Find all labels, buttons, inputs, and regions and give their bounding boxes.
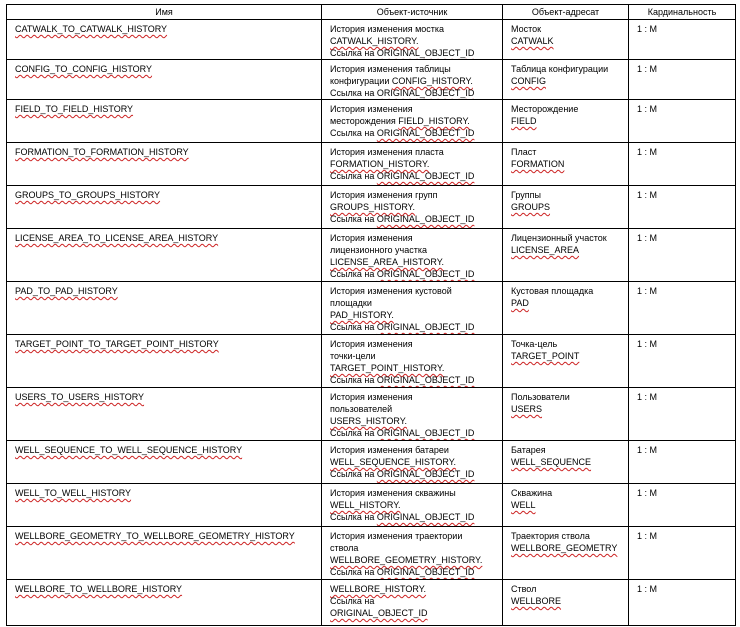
target-label: Траектория ствола [511, 531, 590, 541]
cardinality-cell [629, 580, 736, 626]
source-line: История изменения групп [330, 190, 438, 200]
source-object-cell [322, 229, 503, 282]
target-table-name: PAD [511, 298, 529, 308]
relation-name: WELLBORE_TO_WELLBORE_HISTORY [15, 584, 183, 594]
source-line: Ссылка на [330, 596, 375, 606]
source-line: GROUPS_HISTORY. [330, 202, 416, 212]
source-line: Ссылка на ORIGINAL_OBJECT_ID [330, 375, 475, 385]
source-line: USERS_HISTORY. [330, 416, 408, 426]
source-line: Ссылка на ORIGINAL_OBJECT_ID [330, 512, 475, 522]
relation-name-cell [7, 100, 322, 143]
relation-name-cell [7, 60, 322, 100]
relation-name: CONFIG_TO_CONFIG_HISTORY [15, 64, 153, 74]
source-line: История изменения [330, 104, 413, 114]
target-object-cell [503, 229, 629, 282]
table-row [7, 229, 736, 282]
source-object-cell [322, 335, 503, 388]
source-line: История изменения траектории [330, 531, 463, 541]
cardinality-cell [629, 527, 736, 580]
table-row [7, 335, 736, 388]
source-object-cell [322, 580, 503, 626]
source-object-cell [322, 100, 503, 143]
source-line: ствола [330, 543, 359, 553]
target-object-cell [503, 20, 629, 60]
source-line: месторождения FIELD_HISTORY. [330, 116, 470, 126]
relation-name-cell [7, 20, 322, 60]
cardinality-value: 1 : M [637, 233, 658, 243]
cardinality-value: 1 : M [637, 339, 658, 349]
target-object-cell [503, 441, 629, 484]
target-table-name: CATWALK [511, 36, 554, 46]
cardinality-value: 1 : M [637, 190, 658, 200]
relation-name-cell [7, 527, 322, 580]
table-row [7, 484, 736, 527]
cardinality-value: 1 : M [637, 64, 658, 74]
cardinality-value: 1 : M [637, 392, 658, 402]
source-object-cell [322, 186, 503, 229]
target-table-name: TARGET_POINT [511, 351, 580, 361]
relation-name-cell [7, 441, 322, 484]
source-line: FORMATION_HISTORY. [330, 159, 430, 169]
table-row [7, 282, 736, 335]
target-object-cell [503, 60, 629, 100]
source-line: История изменения батареи [330, 445, 449, 455]
source-object-cell [322, 527, 503, 580]
target-table-name: CONFIG [511, 76, 546, 86]
target-table-name: GROUPS [511, 202, 551, 212]
target-table-name: USERS [511, 404, 543, 414]
target-label: Кустовая площадка [511, 286, 594, 296]
relation-name: TARGET_POINT_TO_TARGET_POINT_HISTORY [15, 339, 219, 349]
target-label: Таблица конфигурации [511, 64, 609, 74]
source-line: WELLBORE_GEOMETRY_HISTORY. [330, 555, 483, 565]
source-object-cell [322, 441, 503, 484]
cardinality-cell [629, 60, 736, 100]
source-line: Ссылка на ORIGINAL_OBJECT_ID [330, 469, 475, 479]
table-row [7, 186, 736, 229]
source-line: лицензионного участка [330, 245, 427, 255]
relation-name: CATWALK_TO_CATWALK_HISTORY [15, 24, 168, 34]
source-line: Ссылка на ORIGINAL_OBJECT_ID [330, 128, 475, 138]
relation-name: WELL_SEQUENCE_TO_WELL_SEQUENCE_HISTORY [15, 445, 243, 455]
target-label: Пользователи [511, 392, 570, 402]
cardinality-cell [629, 484, 736, 527]
relation-name: WELLBORE_GEOMETRY_TO_WELLBORE_GEOMETRY_HISTORY [15, 531, 295, 541]
source-object-cell [322, 60, 503, 100]
source-line: Ссылка на ORIGINAL_OBJECT_ID [330, 322, 475, 332]
cardinality-cell [629, 441, 736, 484]
source-line: WELLBORE_HISTORY. [330, 584, 427, 594]
source-line: Ссылка на ORIGINAL_OBJECT_ID [330, 428, 475, 438]
source-line: Ссылка на ORIGINAL_OBJECT_ID [330, 214, 475, 224]
target-label: Батарея [511, 445, 546, 455]
cardinality-value: 1 : M [637, 584, 658, 594]
header-target: Объект-адресат [503, 5, 629, 20]
source-line: WELL_SEQUENCE_HISTORY. [330, 457, 457, 467]
relation-name-cell [7, 335, 322, 388]
target-label: Месторождение [511, 104, 579, 114]
source-line: PAD_HISTORY. [330, 310, 394, 320]
source-line: Ссылка на ORIGINAL_OBJECT_ID [330, 269, 475, 279]
table-row [7, 388, 736, 441]
target-table-name: FIELD [511, 116, 537, 126]
relation-name: FIELD_TO_FIELD_HISTORY [15, 104, 134, 114]
source-line: История изменения таблицы [330, 64, 451, 74]
source-object-cell [322, 143, 503, 186]
target-label: Ствол [511, 584, 537, 594]
cardinality-cell [629, 20, 736, 60]
cardinality-cell [629, 100, 736, 143]
relation-name-cell [7, 388, 322, 441]
target-object-cell [503, 484, 629, 527]
relation-name: GROUPS_TO_GROUPS_HISTORY [15, 190, 161, 200]
target-table-name: WELL [511, 500, 536, 510]
target-table-name: WELL_SEQUENCE [511, 457, 592, 467]
source-line: История изменения [330, 392, 413, 402]
cardinality-value: 1 : M [637, 531, 658, 541]
source-line: пользователей [330, 404, 393, 414]
cardinality-cell [629, 335, 736, 388]
cardinality-value: 1 : M [637, 488, 658, 498]
table-row [7, 143, 736, 186]
cardinality-cell [629, 229, 736, 282]
target-table-name: FORMATION [511, 159, 565, 169]
source-object-cell [322, 282, 503, 335]
target-table-name: LICENSE_AREA [511, 245, 580, 255]
target-table-name: WELLBORE_GEOMETRY [511, 543, 618, 553]
table-row [7, 100, 736, 143]
source-line: Ссылка на ORIGINAL_OBJECT_ID [330, 567, 475, 577]
target-object-cell [503, 100, 629, 143]
target-object-cell [503, 527, 629, 580]
target-label: Группы [511, 190, 541, 200]
source-object-cell [322, 388, 503, 441]
cardinality-value: 1 : M [637, 286, 658, 296]
source-line: площадки [330, 298, 372, 308]
cardinality-value: 1 : M [637, 445, 658, 455]
source-line: История изменения [330, 339, 413, 349]
target-table-name: WELLBORE [511, 596, 562, 606]
target-label: Мосток [511, 24, 542, 34]
cardinality-cell [629, 186, 736, 229]
target-label: Лицензионный участок [511, 233, 607, 243]
relation-name-cell [7, 143, 322, 186]
target-object-cell [503, 388, 629, 441]
source-line: CATWALK_HISTORY. [330, 36, 419, 46]
relation-name: USERS_TO_USERS_HISTORY [15, 392, 145, 402]
cardinality-cell [629, 282, 736, 335]
source-line: ORIGINAL_OBJECT_ID [330, 608, 428, 618]
target-label: Точка-цель [511, 339, 558, 349]
target-object-cell [503, 580, 629, 626]
cardinality-value: 1 : M [637, 24, 658, 34]
relation-name: PAD_TO_PAD_HISTORY [15, 286, 118, 296]
header-source: Объект-источник [322, 5, 503, 20]
table-row [7, 580, 736, 626]
relationship-table [6, 4, 736, 626]
table-row [7, 60, 736, 100]
target-object-cell [503, 186, 629, 229]
target-object-cell [503, 335, 629, 388]
table-row [7, 527, 736, 580]
source-line: точки-цели [330, 351, 376, 361]
header-row [7, 5, 736, 20]
source-line: конфигурации CONFIG_HISTORY. [330, 76, 473, 86]
relation-name-cell [7, 186, 322, 229]
source-line: LICENSE_AREA_HISTORY. [330, 257, 445, 267]
source-line: WELL_HISTORY. [330, 500, 401, 510]
header-cardinality: Кардинальность [629, 5, 736, 20]
relation-name: FORMATION_TO_FORMATION_HISTORY [15, 147, 189, 157]
relation-name: WELL_TO_WELL_HISTORY [15, 488, 132, 498]
relation-name-cell [7, 282, 322, 335]
source-line: Ссылка на ORIGINAL_OBJECT_ID [330, 88, 475, 98]
header-name: Имя [7, 5, 322, 20]
source-object-cell [322, 484, 503, 527]
source-object-cell [322, 20, 503, 60]
target-object-cell [503, 143, 629, 186]
cardinality-cell [629, 388, 736, 441]
source-line: История изменения пласта [330, 147, 444, 157]
relation-name-cell [7, 484, 322, 527]
source-line: История изменения кустовой [330, 286, 452, 296]
target-object-cell [503, 282, 629, 335]
table-row [7, 20, 736, 60]
target-label: Пласт [511, 147, 537, 157]
source-line: История изменения скважины [330, 488, 456, 498]
relation-name-cell [7, 229, 322, 282]
cardinality-cell [629, 143, 736, 186]
source-line: Ссылка на ORIGINAL_OBJECT_ID [330, 48, 475, 58]
source-line: История изменения [330, 233, 413, 243]
source-line: Ссылка на ORIGINAL_OBJECT_ID [330, 171, 475, 181]
cardinality-value: 1 : M [637, 104, 658, 114]
source-line: TARGET_POINT_HISTORY. [330, 363, 445, 373]
target-label: Скважина [511, 488, 553, 498]
cardinality-value: 1 : M [637, 147, 658, 157]
source-line: История изменения мостка [330, 24, 445, 34]
table-row [7, 441, 736, 484]
relation-name: LICENSE_AREA_TO_LICENSE_AREA_HISTORY [15, 233, 219, 243]
relation-name-cell [7, 580, 322, 626]
